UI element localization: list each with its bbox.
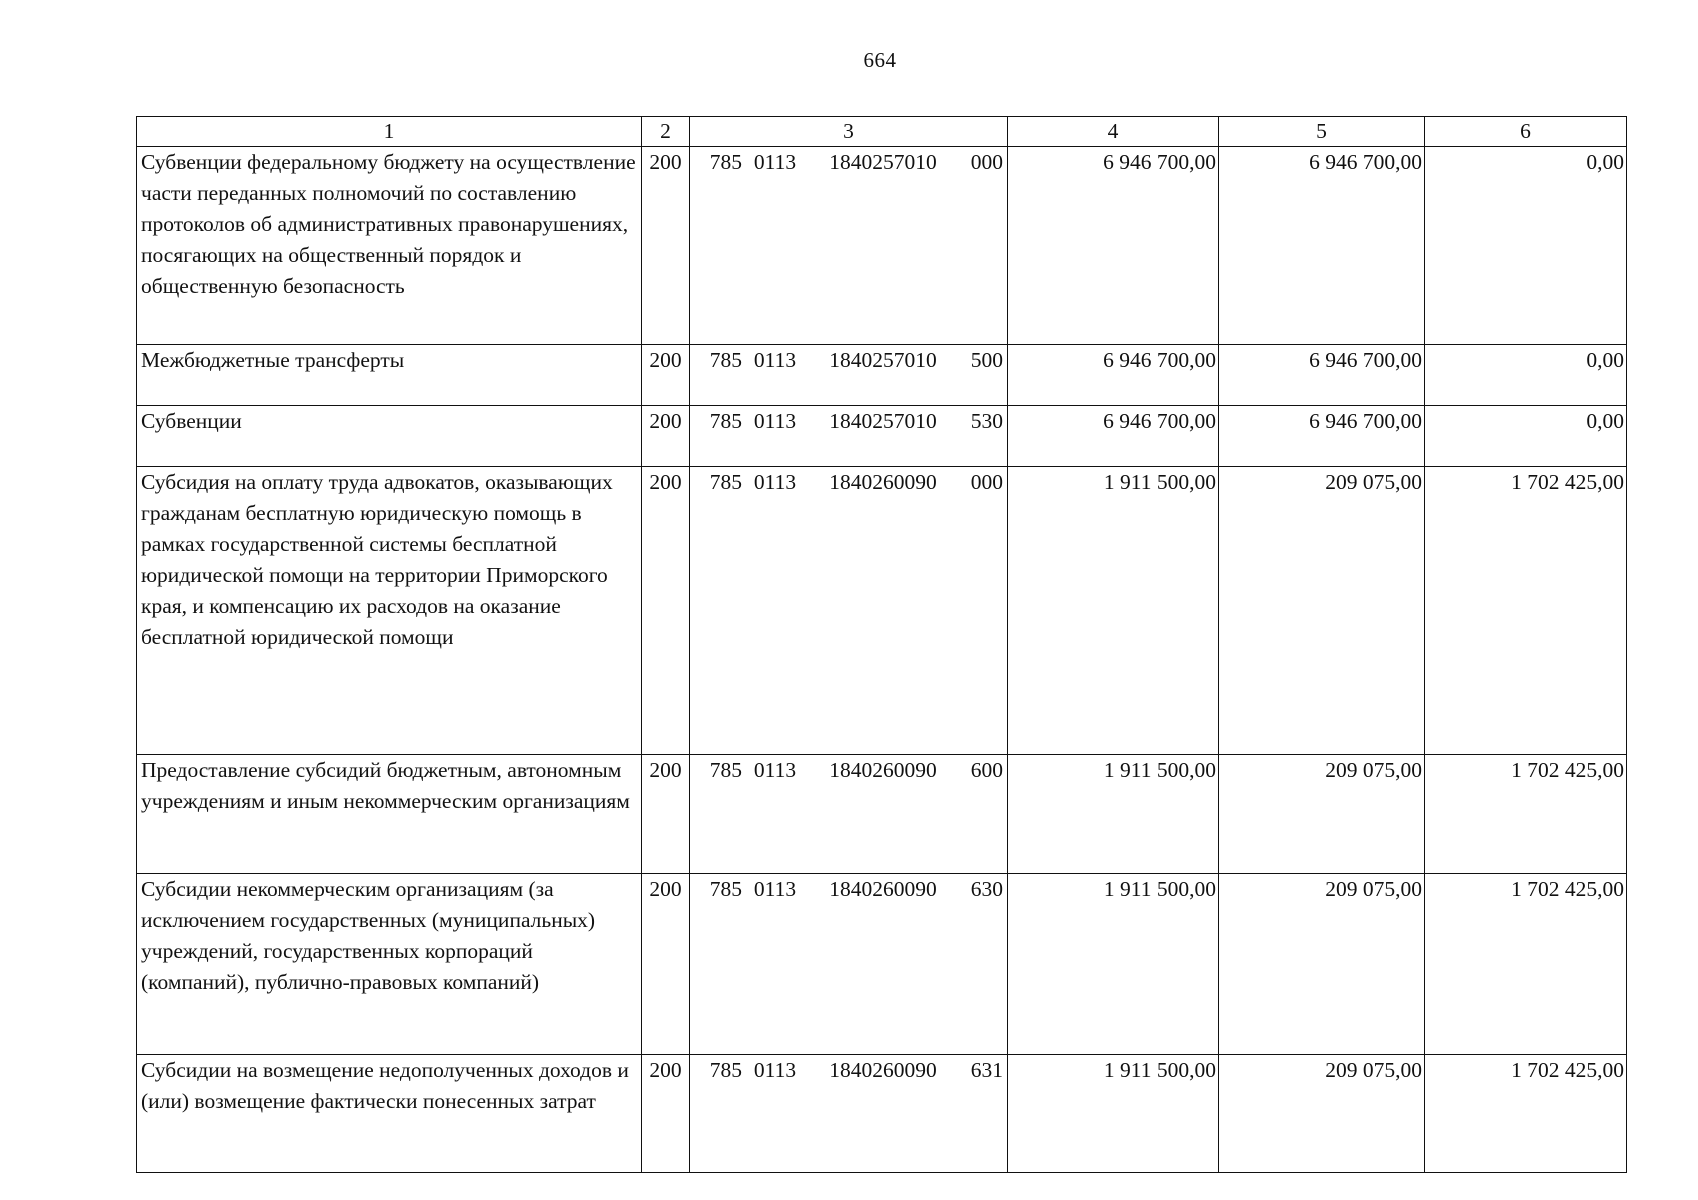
row-col6: 1 702 425,00 bbox=[1425, 1055, 1627, 1173]
row-col6: 1 702 425,00 bbox=[1425, 874, 1627, 1055]
code-section: 0113 bbox=[753, 877, 797, 901]
row-col2: 200 bbox=[642, 406, 690, 467]
row-col2: 200 bbox=[642, 1055, 690, 1173]
code-section: 0113 bbox=[753, 150, 797, 174]
row-code bbox=[690, 345, 1008, 406]
code-target: 1840260090 bbox=[829, 877, 937, 901]
column-header-6: 6 bbox=[1425, 117, 1627, 147]
row-col5: 6 946 700,00 bbox=[1219, 147, 1425, 345]
row-code bbox=[690, 1055, 1008, 1173]
row-code bbox=[690, 406, 1008, 467]
row-col4: 1 911 500,00 bbox=[1008, 1055, 1219, 1173]
column-header-4: 4 bbox=[1008, 117, 1219, 147]
row-col2: 200 bbox=[642, 755, 690, 874]
code-section: 0113 bbox=[753, 470, 797, 494]
row-code bbox=[690, 755, 1008, 874]
code-type: 630 bbox=[970, 877, 1003, 901]
table-row bbox=[137, 467, 1627, 755]
row-col4: 1 911 500,00 bbox=[1008, 874, 1219, 1055]
row-code bbox=[690, 467, 1008, 755]
code-target: 1840257010 bbox=[829, 409, 937, 433]
column-header-5: 5 bbox=[1219, 117, 1425, 147]
code-target: 1840260090 bbox=[829, 758, 937, 782]
code-admin: 785 bbox=[709, 409, 742, 433]
row-col2: 200 bbox=[642, 345, 690, 406]
row-col2: 200 bbox=[642, 147, 690, 345]
code-section: 0113 bbox=[753, 758, 797, 782]
row-col5: 209 075,00 bbox=[1219, 467, 1425, 755]
row-name: Субсидия на оплату труда адвокатов, оказывающих гражданам бесплатную юридическую помощь в рамках государственной системы бесплатной юридической помощи на территории Приморского края, и компенсацию их расходов на оказание бесплатной юридической помощи bbox=[137, 467, 642, 755]
code-admin: 785 bbox=[709, 1058, 742, 1082]
table-row bbox=[137, 345, 1627, 406]
column-header-3: 3 bbox=[690, 117, 1008, 147]
row-code bbox=[690, 874, 1008, 1055]
row-name: Субвенции федеральному бюджету на осуществление части переданных полномочий по составлению протоколов об административных правонарушениях, посягающих на общественный порядок и общественную безопасность bbox=[137, 147, 642, 345]
row-name: Предоставление субсидий бюджетным, автономным учреждениям и иным некоммерческим организациям bbox=[137, 755, 642, 874]
code-target: 1840260090 bbox=[829, 470, 937, 494]
column-header-2: 2 bbox=[642, 117, 690, 147]
table-header-row bbox=[137, 117, 1627, 147]
column-header-1: 1 bbox=[137, 117, 642, 147]
table-row bbox=[137, 755, 1627, 874]
page-number: 664 bbox=[863, 48, 897, 72]
code-admin: 785 bbox=[709, 470, 742, 494]
table-row bbox=[137, 1055, 1627, 1173]
code-section: 0113 bbox=[753, 1058, 797, 1082]
row-col5: 209 075,00 bbox=[1219, 874, 1425, 1055]
row-col6: 1 702 425,00 bbox=[1425, 467, 1627, 755]
code-type: 000 bbox=[970, 150, 1003, 174]
code-type: 500 bbox=[970, 348, 1003, 372]
table-row bbox=[137, 147, 1627, 345]
code-admin: 785 bbox=[709, 348, 742, 372]
row-col5: 6 946 700,00 bbox=[1219, 345, 1425, 406]
row-col6: 0,00 bbox=[1425, 406, 1627, 467]
budget-table bbox=[136, 116, 1627, 1173]
code-target: 1840260090 bbox=[829, 1058, 937, 1082]
row-col4: 1 911 500,00 bbox=[1008, 467, 1219, 755]
row-name: Субсидии некоммерческим организациям (за исключением государственных (муниципальных) учреждений, государственных корпораций (компаний), публично-правовых компаний) bbox=[137, 874, 642, 1055]
row-col5: 209 075,00 bbox=[1219, 755, 1425, 874]
row-col4: 6 946 700,00 bbox=[1008, 147, 1219, 345]
row-col5: 6 946 700,00 bbox=[1219, 406, 1425, 467]
row-col2: 200 bbox=[642, 874, 690, 1055]
row-col6: 0,00 bbox=[1425, 147, 1627, 345]
row-col6: 1 702 425,00 bbox=[1425, 755, 1627, 874]
row-col2: 200 bbox=[642, 467, 690, 755]
row-name: Межбюджетные трансферты bbox=[137, 345, 642, 406]
code-type: 631 bbox=[970, 1058, 1003, 1082]
code-type: 600 bbox=[970, 758, 1003, 782]
code-section: 0113 bbox=[753, 409, 797, 433]
code-section: 0113 bbox=[753, 348, 797, 372]
table-row bbox=[137, 406, 1627, 467]
code-target: 1840257010 bbox=[829, 348, 937, 372]
code-admin: 785 bbox=[709, 758, 742, 782]
row-col4: 6 946 700,00 bbox=[1008, 406, 1219, 467]
code-admin: 785 bbox=[709, 877, 742, 901]
row-col4: 1 911 500,00 bbox=[1008, 755, 1219, 874]
row-code bbox=[690, 147, 1008, 345]
code-type: 000 bbox=[970, 470, 1003, 494]
code-admin: 785 bbox=[709, 150, 742, 174]
row-col5: 209 075,00 bbox=[1219, 1055, 1425, 1173]
table-row bbox=[137, 874, 1627, 1055]
row-name: Субсидии на возмещение недополученных доходов и (или) возмещение фактически понесенных затрат bbox=[137, 1055, 642, 1173]
code-type: 530 bbox=[970, 409, 1003, 433]
row-col4: 6 946 700,00 bbox=[1008, 345, 1219, 406]
code-target: 1840257010 bbox=[829, 150, 937, 174]
row-col6: 0,00 bbox=[1425, 345, 1627, 406]
row-name: Субвенции bbox=[137, 406, 642, 467]
